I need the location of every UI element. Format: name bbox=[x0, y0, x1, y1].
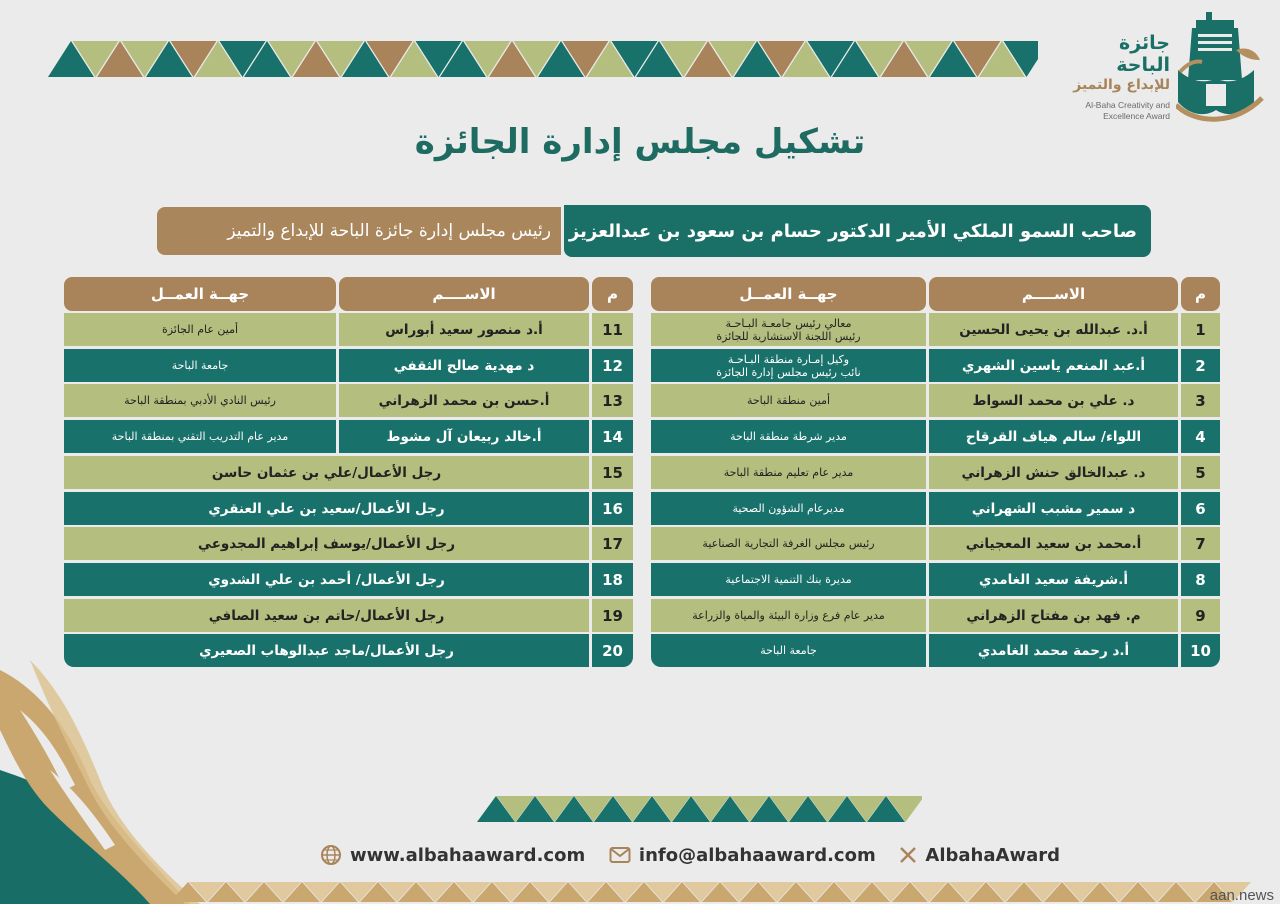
table-row bbox=[64, 563, 633, 596]
logo-emblem-icon bbox=[1176, 10, 1266, 125]
logo-english-line1: Al-Baha Creativity and bbox=[1085, 100, 1170, 110]
table-row bbox=[651, 313, 1220, 346]
top-triangle-border bbox=[48, 41, 1038, 79]
row-work bbox=[651, 634, 926, 667]
row-name: أ.محمد بن سعيد المعجياني bbox=[929, 527, 1178, 560]
row-name: م. فهد بن مفتاح الزهراني bbox=[929, 599, 1178, 632]
row-work-line: رئيس مجلس الغرفة التجارية الصناعية bbox=[702, 537, 875, 550]
table-row bbox=[651, 420, 1220, 453]
row-work-line: رئيس اللجنة الاستشارية للجائزة bbox=[716, 329, 861, 343]
row-number: 3 bbox=[1181, 384, 1220, 417]
bottom-triangle-border bbox=[477, 796, 922, 826]
row-work bbox=[651, 313, 926, 346]
table-row bbox=[651, 492, 1220, 525]
table-row bbox=[651, 599, 1220, 632]
row-number: 1 bbox=[1181, 313, 1220, 346]
row-number: 9 bbox=[1181, 599, 1220, 632]
row-number: 8 bbox=[1181, 563, 1220, 596]
row-work bbox=[651, 527, 926, 560]
chairman-role: رئيس مجلس إدارة جائزة الباحة للإبداع والتميز bbox=[157, 207, 561, 255]
table-row bbox=[651, 456, 1220, 489]
email-contact[interactable] bbox=[609, 845, 876, 866]
row-work-line: مدير عام فرع وزارة البيئة والمياة والزراعة bbox=[692, 609, 885, 622]
row-name: أ.خالد ربيعان آل مشوط bbox=[339, 420, 589, 453]
row-name: د. علي بن محمد السواط bbox=[929, 384, 1178, 417]
chairman-name: صاحب السمو الملكي الأمير الدكتور حسام بن سعود بن عبدالعزيز bbox=[564, 205, 1151, 257]
row-number: 6 bbox=[1181, 492, 1220, 525]
award-logo bbox=[1060, 10, 1270, 125]
members-table-right bbox=[651, 277, 1223, 669]
row-work bbox=[651, 492, 926, 525]
row-number: 18 bbox=[592, 563, 633, 596]
row-work bbox=[651, 420, 926, 453]
website-contact[interactable] bbox=[320, 844, 585, 866]
row-work-line: أمين منطقة الباحة bbox=[746, 394, 831, 407]
logo-text bbox=[1060, 32, 1170, 122]
row-number: 15 bbox=[592, 456, 633, 489]
table-row bbox=[651, 527, 1220, 560]
globe-icon bbox=[320, 844, 342, 866]
logo-title: جائزة الباحة bbox=[1116, 32, 1170, 76]
row-work bbox=[651, 349, 926, 382]
logo-english-line2: Excellence Award bbox=[1103, 111, 1170, 121]
row-number: 16 bbox=[592, 492, 633, 525]
members-table-left bbox=[64, 277, 636, 669]
table-header bbox=[651, 277, 1220, 311]
row-number: 11 bbox=[592, 313, 633, 346]
table-row bbox=[64, 349, 633, 382]
row-name: د. عبدالخالق حنش الزهراني bbox=[929, 456, 1178, 489]
contact-bar bbox=[320, 840, 1060, 870]
row-number: 7 bbox=[1181, 527, 1220, 560]
table-row bbox=[64, 492, 633, 525]
email-link[interactable]: info@albahaaward.com bbox=[638, 844, 876, 866]
row-number: 12 bbox=[592, 349, 633, 382]
row-businessman: رجل الأعمال/ماجد عبدالوهاب الصعيري bbox=[64, 634, 589, 667]
table-row bbox=[651, 349, 1220, 382]
logo-subtitle: للإبداع والتميز bbox=[1073, 77, 1170, 93]
row-work: أمين عام الجائزة bbox=[64, 313, 336, 346]
table-row bbox=[64, 634, 633, 667]
feather-decoration-icon bbox=[0, 650, 300, 904]
row-number: 19 bbox=[592, 599, 633, 632]
row-name: اللواء/ سالم هياف القرقاح bbox=[929, 420, 1178, 453]
row-businessman: رجل الأعمال/حاتم بن سعيد الصافي bbox=[64, 599, 589, 632]
header-work: جهــة العمــل bbox=[651, 277, 926, 311]
row-businessman: رجل الأعمال/يوسف إبراهيم المجدوعي bbox=[64, 527, 589, 560]
row-number: 4 bbox=[1181, 420, 1220, 453]
table-row bbox=[651, 384, 1220, 417]
website-link[interactable]: www.albahaaward.com bbox=[350, 844, 586, 866]
header-name: الاســــم bbox=[339, 277, 589, 311]
row-number: 13 bbox=[592, 384, 633, 417]
header-name: الاســــم bbox=[929, 277, 1178, 311]
table-row bbox=[64, 384, 633, 417]
x-logo-icon bbox=[899, 846, 917, 864]
row-number: 17 bbox=[592, 527, 633, 560]
row-work-line: نائب رئيس مجلس إدارة الجائزة bbox=[716, 365, 861, 379]
row-name: د مهدية صالح الثقفي bbox=[339, 349, 589, 382]
table-row bbox=[651, 634, 1220, 667]
row-work-line: معالي رئيس جامعـة البـاحـة bbox=[725, 316, 852, 330]
row-number: 5 bbox=[1181, 456, 1220, 489]
row-name: أ.حسن بن محمد الزهراني bbox=[339, 384, 589, 417]
row-name: أ.شريفة سعيد الغامدي bbox=[929, 563, 1178, 596]
row-work bbox=[651, 384, 926, 417]
row-name: أ.د رحمة محمد الغامدي bbox=[929, 634, 1178, 667]
row-work: جامعة الباحة bbox=[64, 349, 336, 382]
row-work: مدير عام التدريب التقني بمنطقة الباحة bbox=[64, 420, 336, 453]
row-number: 2 bbox=[1181, 349, 1220, 382]
watermark: aan.news bbox=[1209, 887, 1274, 904]
table-row bbox=[64, 527, 633, 560]
table-row bbox=[64, 456, 633, 489]
row-number: 14 bbox=[592, 420, 633, 453]
table-header bbox=[64, 277, 633, 311]
row-number: 10 bbox=[1181, 634, 1220, 667]
page-title: تشكيل مجلس إدارة الجائزة bbox=[414, 122, 866, 162]
table-row bbox=[64, 420, 633, 453]
table-row bbox=[651, 563, 1220, 596]
row-work-line: مدير عام تعليم منطقة الباحة bbox=[723, 466, 854, 479]
row-name: أ.د منصور سعيد أبوراس bbox=[339, 313, 589, 346]
x-handle[interactable]: AlbahaAward bbox=[925, 844, 1060, 866]
row-work bbox=[651, 563, 926, 596]
header-num: م bbox=[1181, 277, 1220, 311]
row-number: 20 bbox=[592, 634, 633, 667]
row-businessman: رجل الأعمال/سعيد بن علي العنقري bbox=[64, 492, 589, 525]
mail-icon bbox=[609, 846, 631, 864]
table-row bbox=[64, 313, 633, 346]
row-name: أ.عبد المنعم ياسين الشهري bbox=[929, 349, 1178, 382]
row-work-line: مدير شرطة منطقة الباحة bbox=[730, 430, 847, 443]
row-name: د سمير مشبب الشهراني bbox=[929, 492, 1178, 525]
x-contact[interactable] bbox=[899, 845, 1060, 866]
footer-triangle-border bbox=[170, 882, 1280, 904]
row-work-line: مديرة بنك التنمية الاجتماعية bbox=[725, 573, 852, 586]
row-name: أ.د. عبدالله بن يحيى الحسين bbox=[929, 313, 1178, 346]
table-row bbox=[64, 599, 633, 632]
row-businessman: رجل الأعمال/ أحمد بن علي الشدوي bbox=[64, 563, 589, 596]
row-work: رئيس النادي الأدبي بمنطقة الباحة bbox=[64, 384, 336, 417]
row-work bbox=[651, 456, 926, 489]
row-work-line: جامعة الباحة bbox=[760, 644, 817, 657]
row-work-line: وكيل إمـارة منطقة البـاحـة bbox=[727, 352, 850, 366]
header-num: م bbox=[592, 277, 633, 311]
row-work bbox=[651, 599, 926, 632]
row-businessman: رجل الأعمال/علي بن عثمان حاسن bbox=[64, 456, 589, 489]
header-work: جهــة العمــل bbox=[64, 277, 336, 311]
row-work-line: مديرعام الشؤون الصحية bbox=[732, 502, 845, 515]
